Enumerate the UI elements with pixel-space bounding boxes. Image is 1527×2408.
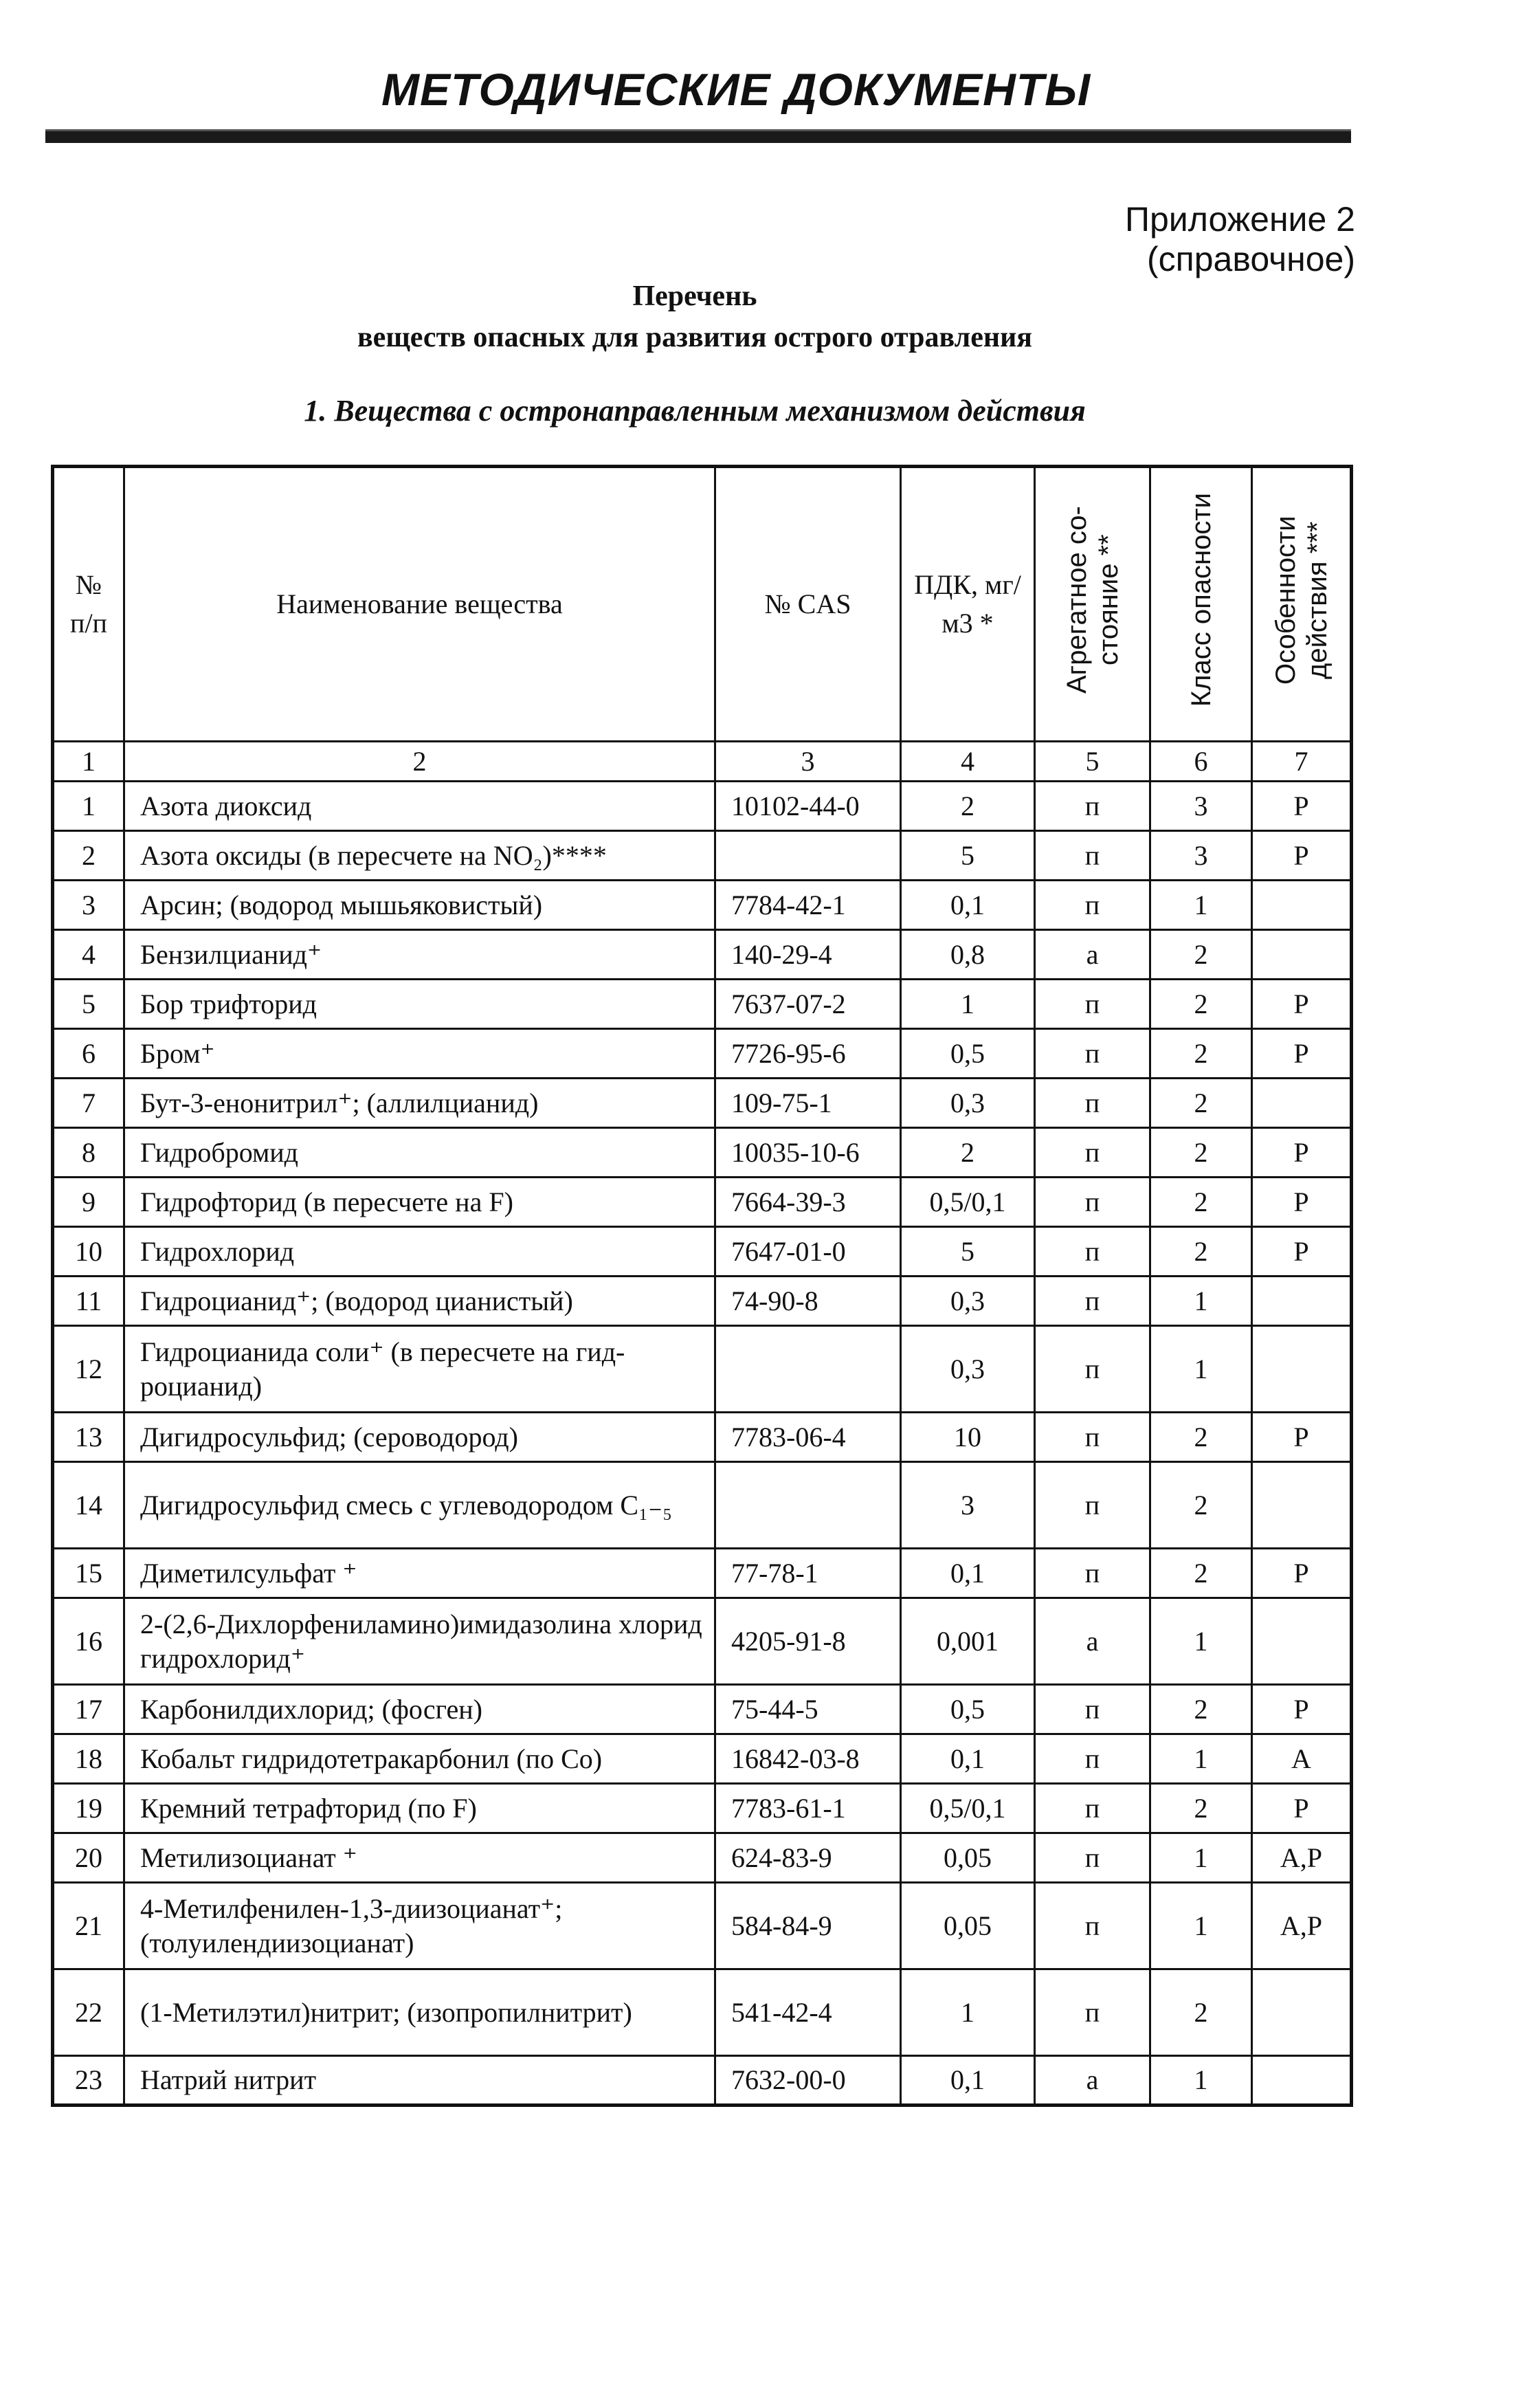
- table-row: [53, 1549, 1352, 1598]
- table-row: [53, 831, 1352, 881]
- cell-cas-number: 4205-91-8: [715, 1598, 901, 1685]
- cell-aggregate-state: п: [1035, 1029, 1150, 1079]
- cell-hazard-class: 2: [1150, 930, 1252, 980]
- cell-substance-name: Диметилсульфат ⁺: [124, 1549, 715, 1598]
- cell-action-feature: [1252, 2056, 1352, 2106]
- cell-hazard-class: 2: [1150, 1128, 1252, 1178]
- header-cas: № CAS: [715, 467, 901, 742]
- column-number: 5: [1035, 742, 1150, 782]
- appendix-line-2: (справочное): [1147, 240, 1355, 278]
- cell-hazard-class: 1: [1150, 881, 1252, 930]
- cell-action-feature: [1252, 881, 1352, 930]
- cell-cas-number: 7783-61-1: [715, 1784, 901, 1833]
- table-row: [53, 1178, 1352, 1227]
- cell-aggregate-state: п: [1035, 1227, 1150, 1277]
- cell-substance-name: Гидроцианид⁺; (водород цианистый): [124, 1277, 715, 1326]
- cell-number: 22: [53, 1969, 124, 2056]
- cell-number: 13: [53, 1413, 124, 1462]
- table-row: [53, 1883, 1352, 1969]
- cell-hazard-class: 1: [1150, 1598, 1252, 1685]
- cell-substance-name: Гидробромид: [124, 1128, 715, 1178]
- table-row: [53, 1685, 1352, 1734]
- cell-aggregate-state: п: [1035, 1326, 1150, 1413]
- header-number: № п/п: [53, 467, 124, 742]
- cell-substance-name: Метилизоцианат ⁺: [124, 1833, 715, 1883]
- list-title-line-2: веществ опасных для развития острого отравления: [357, 322, 1032, 353]
- table-row: [53, 1079, 1352, 1128]
- cell-action-feature: [1252, 1079, 1352, 1128]
- cell-action-feature: Р: [1252, 831, 1352, 881]
- cell-cas-number: 541-42-4: [715, 1969, 901, 2056]
- cell-aggregate-state: п: [1035, 1128, 1150, 1178]
- cell-pdk: 0,5/0,1: [901, 1178, 1035, 1227]
- running-header-title: МЕТОДИЧЕСКИЕ ДОКУМЕНТЫ: [381, 64, 1091, 115]
- cell-pdk: 0,05: [901, 1883, 1035, 1969]
- cell-cas-number: [715, 1326, 901, 1413]
- cell-hazard-class: 3: [1150, 782, 1252, 831]
- cell-number: 21: [53, 1883, 124, 1969]
- cell-substance-name: Натрий нитрит: [124, 2056, 715, 2106]
- table-row: [53, 1734, 1352, 1784]
- cell-number: 20: [53, 1833, 124, 1883]
- cell-pdk: 0,3: [901, 1277, 1035, 1326]
- section-title: 1. Вещества с остронаправленным механизмом действия: [304, 394, 1086, 428]
- cell-pdk: 0,8: [901, 930, 1035, 980]
- table-row: [53, 782, 1352, 831]
- appendix-label: [1125, 199, 1355, 279]
- cell-hazard-class: 2: [1150, 1549, 1252, 1598]
- cell-number: 6: [53, 1029, 124, 1079]
- cell-pdk: 1: [901, 980, 1035, 1029]
- cell-number: 16: [53, 1598, 124, 1685]
- header-pdk: ПДК, мг/м3 *: [901, 467, 1035, 742]
- cell-hazard-class: 2: [1150, 1227, 1252, 1277]
- cell-substance-name: Бут-3-енонитрил⁺; (аллилцианид): [124, 1079, 715, 1128]
- header-class: [1150, 467, 1252, 742]
- cell-aggregate-state: п: [1035, 1277, 1150, 1326]
- table-row: [53, 1462, 1352, 1549]
- cell-action-feature: Р: [1252, 782, 1352, 831]
- cell-number: 8: [53, 1128, 124, 1178]
- cell-substance-name: Бор трифторид: [124, 980, 715, 1029]
- cell-aggregate-state: п: [1035, 1833, 1150, 1883]
- table-row: [53, 1833, 1352, 1883]
- cell-cas-number: 10035-10-6: [715, 1128, 901, 1178]
- cell-hazard-class: 2: [1150, 1079, 1252, 1128]
- cell-number: 7: [53, 1079, 124, 1128]
- cell-hazard-class: 1: [1150, 1833, 1252, 1883]
- table-row: [53, 1969, 1352, 2056]
- cell-action-feature: А,Р: [1252, 1883, 1352, 1969]
- cell-cas-number: 7632-00-0: [715, 2056, 901, 2106]
- cell-pdk: 0,3: [901, 1079, 1035, 1128]
- cell-number: 12: [53, 1326, 124, 1413]
- cell-hazard-class: 1: [1150, 1277, 1252, 1326]
- cell-hazard-class: 1: [1150, 1734, 1252, 1784]
- column-number: 2: [124, 742, 715, 782]
- cell-aggregate-state: п: [1035, 1462, 1150, 1549]
- cell-action-feature: Р: [1252, 1128, 1352, 1178]
- table-row: [53, 980, 1352, 1029]
- cell-substance-name: Бензилцианид⁺: [124, 930, 715, 980]
- cell-cas-number: 75-44-5: [715, 1685, 901, 1734]
- cell-hazard-class: 3: [1150, 831, 1252, 881]
- cell-cas-number: 624-83-9: [715, 1833, 901, 1883]
- header-feature-label: Особенности действия ***: [1270, 516, 1333, 685]
- cell-cas-number: 7783-06-4: [715, 1413, 901, 1462]
- cell-pdk: 1: [901, 1969, 1035, 2056]
- cell-number: 5: [53, 980, 124, 1029]
- cell-action-feature: Р: [1252, 1413, 1352, 1462]
- cell-substance-name: (1-Метилэтил)нитрит; (изопропилнитрит): [124, 1969, 715, 2056]
- cell-aggregate-state: п: [1035, 782, 1150, 831]
- cell-hazard-class: 2: [1150, 1029, 1252, 1079]
- appendix-line-1: Приложение 2: [1125, 200, 1355, 239]
- cell-aggregate-state: п: [1035, 1969, 1150, 2056]
- column-number: 1: [53, 742, 124, 782]
- cell-action-feature: А: [1252, 1734, 1352, 1784]
- cell-action-feature: [1252, 1326, 1352, 1413]
- cell-cas-number: 74-90-8: [715, 1277, 901, 1326]
- cell-pdk: 0,1: [901, 2056, 1035, 2106]
- cell-pdk: 0,1: [901, 1734, 1035, 1784]
- cell-number: 10: [53, 1227, 124, 1277]
- cell-cas-number: 140-29-4: [715, 930, 901, 980]
- cell-pdk: 0,3: [901, 1326, 1035, 1413]
- cell-pdk: 5: [901, 1227, 1035, 1277]
- cell-hazard-class: 2: [1150, 1685, 1252, 1734]
- cell-number: 18: [53, 1734, 124, 1784]
- cell-substance-name: 2-(2,6-Дихлорфениламино)имидазолина хлорид гидрохлорид⁺: [124, 1598, 715, 1685]
- cell-action-feature: Р: [1252, 1549, 1352, 1598]
- cell-substance-name: Кобальт гидридотетракарбонил (по Co): [124, 1734, 715, 1784]
- cell-pdk: 2: [901, 782, 1035, 831]
- cell-number: 11: [53, 1277, 124, 1326]
- cell-action-feature: Р: [1252, 1784, 1352, 1833]
- table-row: [53, 1227, 1352, 1277]
- table-row: [53, 1326, 1352, 1413]
- cell-aggregate-state: п: [1035, 1734, 1150, 1784]
- cell-substance-name: Азота оксиды (в пересчете на NO₂)****: [124, 831, 715, 881]
- cell-hazard-class: 2: [1150, 1784, 1252, 1833]
- substances-table: [51, 465, 1353, 2107]
- table-row: [53, 2056, 1352, 2106]
- cell-pdk: 0,1: [901, 1549, 1035, 1598]
- cell-cas-number: 7647-01-0: [715, 1227, 901, 1277]
- header-state-label: Агрегатное со-стояние **: [1061, 506, 1124, 694]
- cell-aggregate-state: п: [1035, 1549, 1150, 1598]
- header-name: Наименование вещества: [124, 467, 715, 742]
- cell-action-feature: [1252, 1598, 1352, 1685]
- cell-hazard-class: 2: [1150, 1413, 1252, 1462]
- cell-aggregate-state: а: [1035, 1598, 1150, 1685]
- column-number: 6: [1150, 742, 1252, 782]
- cell-action-feature: [1252, 1462, 1352, 1549]
- cell-action-feature: А,Р: [1252, 1833, 1352, 1883]
- cell-substance-name: Дигидросульфид; (сероводород): [124, 1413, 715, 1462]
- cell-substance-name: Дигидросульфид смесь с углеводородом C₁₋₅: [124, 1462, 715, 1549]
- cell-aggregate-state: п: [1035, 1079, 1150, 1128]
- header-state: [1035, 467, 1150, 742]
- cell-cas-number: 16842-03-8: [715, 1734, 901, 1784]
- cell-substance-name: Кремний тетрафторид (по F): [124, 1784, 715, 1833]
- cell-cas-number: [715, 831, 901, 881]
- column-number: 4: [901, 742, 1035, 782]
- cell-number: 1: [53, 782, 124, 831]
- cell-cas-number: 584-84-9: [715, 1883, 901, 1969]
- cell-hazard-class: 1: [1150, 2056, 1252, 2106]
- cell-action-feature: [1252, 1277, 1352, 1326]
- cell-hazard-class: 2: [1150, 980, 1252, 1029]
- cell-hazard-class: 2: [1150, 1462, 1252, 1549]
- header-class-label: Класс опасности: [1185, 493, 1216, 707]
- cell-hazard-class: 1: [1150, 1883, 1252, 1969]
- cell-action-feature: [1252, 930, 1352, 980]
- list-title-line-1: Перечень: [632, 280, 757, 312]
- cell-aggregate-state: а: [1035, 930, 1150, 980]
- cell-pdk: 0,5: [901, 1029, 1035, 1079]
- cell-action-feature: Р: [1252, 1178, 1352, 1227]
- cell-action-feature: [1252, 1969, 1352, 2056]
- cell-cas-number: 77-78-1: [715, 1549, 901, 1598]
- cell-number: 14: [53, 1462, 124, 1549]
- column-number: 7: [1252, 742, 1352, 782]
- cell-aggregate-state: п: [1035, 1178, 1150, 1227]
- cell-number: 15: [53, 1549, 124, 1598]
- cell-substance-name: Гидрохлорид: [124, 1227, 715, 1277]
- cell-action-feature: Р: [1252, 1685, 1352, 1734]
- cell-cas-number: 7784-42-1: [715, 881, 901, 930]
- cell-hazard-class: 1: [1150, 1326, 1252, 1413]
- cell-cas-number: 7637-07-2: [715, 980, 901, 1029]
- table-row: [53, 930, 1352, 980]
- cell-cas-number: [715, 1462, 901, 1549]
- cell-aggregate-state: п: [1035, 1784, 1150, 1833]
- cell-hazard-class: 2: [1150, 1969, 1252, 2056]
- header-rule: [45, 129, 1351, 143]
- cell-substance-name: Гидроцианида соли⁺ (в пересчете на гид-роцианид): [124, 1326, 715, 1413]
- table-row: [53, 1413, 1352, 1462]
- cell-action-feature: Р: [1252, 1029, 1352, 1079]
- cell-aggregate-state: п: [1035, 881, 1150, 930]
- cell-pdk: 5: [901, 831, 1035, 881]
- cell-cas-number: 7664-39-3: [715, 1178, 901, 1227]
- cell-aggregate-state: п: [1035, 1413, 1150, 1462]
- cell-pdk: 0,001: [901, 1598, 1035, 1685]
- cell-number: 2: [53, 831, 124, 881]
- cell-aggregate-state: п: [1035, 1685, 1150, 1734]
- cell-number: 9: [53, 1178, 124, 1227]
- table-row: [53, 1128, 1352, 1178]
- cell-aggregate-state: а: [1035, 2056, 1150, 2106]
- cell-number: 4: [53, 930, 124, 980]
- cell-substance-name: Гидрофторид (в пересчете на F): [124, 1178, 715, 1227]
- cell-substance-name: 4-Метилфенилен-1,3-диизоцианат⁺; (толуилендиизоцианат): [124, 1883, 715, 1969]
- cell-pdk: 0,05: [901, 1833, 1035, 1883]
- table-row: [53, 1784, 1352, 1833]
- cell-pdk: 0,1: [901, 881, 1035, 930]
- table-row: [53, 1029, 1352, 1079]
- table-row: [53, 1598, 1352, 1685]
- header-feature: [1252, 467, 1352, 742]
- cell-action-feature: Р: [1252, 1227, 1352, 1277]
- cell-cas-number: 109-75-1: [715, 1079, 901, 1128]
- cell-number: 17: [53, 1685, 124, 1734]
- cell-number: 23: [53, 2056, 124, 2106]
- table-row: [53, 1277, 1352, 1326]
- cell-aggregate-state: п: [1035, 1883, 1150, 1969]
- column-number: 3: [715, 742, 901, 782]
- cell-hazard-class: 2: [1150, 1178, 1252, 1227]
- cell-substance-name: Азота диоксид: [124, 782, 715, 831]
- cell-aggregate-state: п: [1035, 831, 1150, 881]
- cell-substance-name: Арсин; (водород мышьяковистый): [124, 881, 715, 930]
- cell-number: 19: [53, 1784, 124, 1833]
- table-row: [53, 881, 1352, 930]
- cell-substance-name: Карбонилдихлорид; (фосген): [124, 1685, 715, 1734]
- cell-aggregate-state: п: [1035, 980, 1150, 1029]
- cell-pdk: 2: [901, 1128, 1035, 1178]
- cell-cas-number: 7726-95-6: [715, 1029, 901, 1079]
- cell-pdk: 3: [901, 1462, 1035, 1549]
- cell-substance-name: Бром⁺: [124, 1029, 715, 1079]
- column-number-row: [53, 742, 1352, 782]
- cell-pdk: 10: [901, 1413, 1035, 1462]
- cell-number: 3: [53, 881, 124, 930]
- table-header-row: [53, 467, 1352, 742]
- cell-cas-number: 10102-44-0: [715, 782, 901, 831]
- cell-action-feature: Р: [1252, 980, 1352, 1029]
- cell-pdk: 0,5: [901, 1685, 1035, 1734]
- cell-pdk: 0,5/0,1: [901, 1784, 1035, 1833]
